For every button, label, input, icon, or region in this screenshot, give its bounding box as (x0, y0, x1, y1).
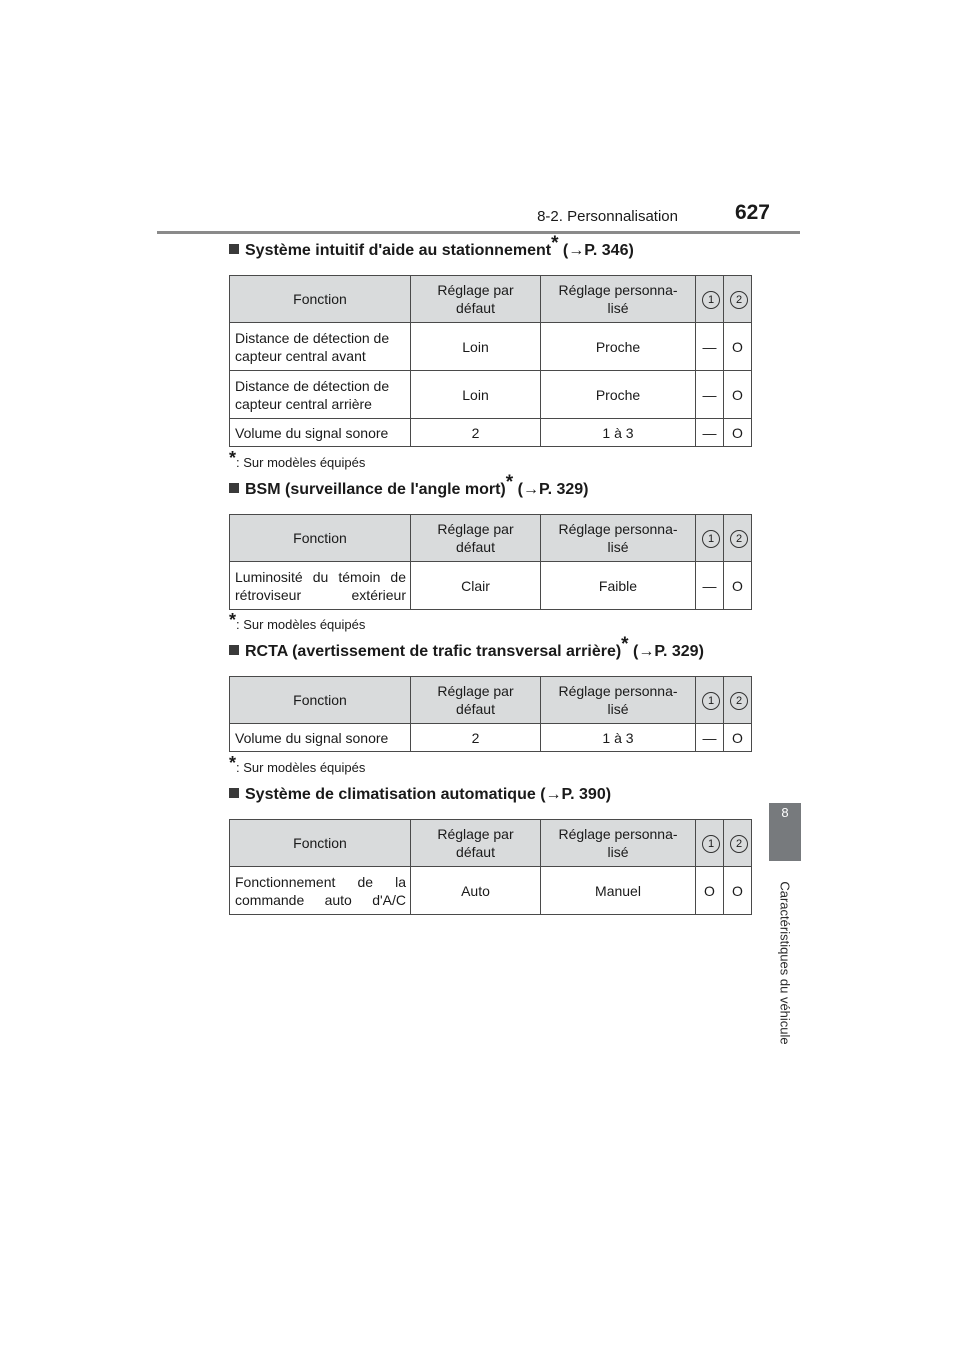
table-1 (229, 275, 752, 447)
col-1 (696, 677, 724, 724)
square-bullet-icon (229, 483, 239, 493)
cell-1: — (696, 562, 724, 610)
arrow-right-icon: → (638, 643, 655, 660)
col-perso: Réglage personna- lisé (541, 515, 696, 562)
cell-defaut: Clair (411, 562, 541, 610)
cell-fonction: Luminosité du témoin de rétroviseur extérieur (230, 562, 411, 610)
cell-1: — (696, 724, 724, 752)
page-ref: P. 346 (584, 242, 629, 259)
chapter-title: Caractéristiques du véhicule (777, 881, 793, 1045)
table-2 (229, 514, 752, 610)
col-perso: Réglage personna- lisé (541, 276, 696, 323)
square-bullet-icon (229, 244, 239, 254)
cell-defaut: 2 (411, 724, 541, 752)
table-header (230, 276, 752, 323)
cell-perso: Proche (541, 323, 696, 371)
page-ref: P. 390 (561, 786, 606, 803)
chapter-label (772, 868, 798, 1058)
col-fonction: Fonction (230, 677, 411, 724)
cell-2: O (724, 371, 752, 419)
heading-title: Système intuitif d'aide au stationnement (245, 242, 552, 259)
cell-fonction: Volume du signal sonore (230, 419, 411, 447)
square-bullet-icon (229, 645, 239, 655)
cell-perso: 1 à 3 (541, 419, 696, 447)
cell-defaut: Auto (411, 867, 541, 915)
col-2 (724, 515, 752, 562)
circled-1-icon: 1 (702, 291, 720, 309)
circled-2-icon: 2 (730, 291, 748, 309)
cell-2: O (724, 323, 752, 371)
arrow-right-icon: → (568, 242, 585, 259)
header-rule (157, 231, 800, 234)
col-2 (724, 820, 752, 867)
col-defaut: Réglage par défaut (411, 820, 541, 867)
cell-1: O (696, 867, 724, 915)
asterisk-icon: * (621, 634, 629, 655)
heading-title: Système de climatisation automatique (245, 786, 536, 803)
cell-perso: 1 à 3 (541, 724, 696, 752)
cell-2: O (724, 867, 752, 915)
table-header (230, 515, 752, 562)
section-title: 8-2. Personnalisation (537, 208, 678, 225)
table-row (230, 371, 752, 419)
cell-fonction: Distance de détection de capteur central arrière (230, 371, 411, 419)
col-defaut: Réglage par défaut (411, 677, 541, 724)
cell-1: — (696, 371, 724, 419)
section-heading-1: Système intuitif d'aide au stationnement* (→P. 346) (229, 242, 634, 260)
circled-2-icon: 2 (730, 835, 748, 853)
cell-defaut: Loin (411, 323, 541, 371)
footnote-1: *: Sur modèles équipés (229, 448, 366, 470)
section-heading-4: Système de climatisation automatique (→P. 390) (229, 786, 611, 804)
circled-2-icon: 2 (730, 692, 748, 710)
col-2 (724, 677, 752, 724)
col-fonction: Fonction (230, 515, 411, 562)
asterisk-icon: * (229, 448, 237, 468)
page-ref: P. 329 (538, 481, 584, 498)
col-defaut: Réglage par défaut (411, 515, 541, 562)
circled-1-icon: 1 (702, 835, 720, 853)
asterisk-icon: * (229, 753, 237, 773)
table-3 (229, 676, 752, 752)
asterisk-icon: * (551, 233, 559, 254)
cell-defaut: Loin (411, 371, 541, 419)
heading-title: RCTA (avertissement de trafic transversal arrière) (245, 643, 622, 660)
heading-title: BSM (surveillance de l'angle mort) (245, 481, 506, 498)
col-1 (696, 515, 724, 562)
table-row (230, 323, 752, 371)
table-row (230, 419, 752, 447)
col-defaut: Réglage par défaut (411, 276, 541, 323)
arrow-right-icon: → (545, 786, 562, 803)
col-perso: Réglage personna- lisé (541, 820, 696, 867)
table-header (230, 820, 752, 867)
col-perso: Réglage personna- lisé (541, 677, 696, 724)
arrow-right-icon: → (522, 481, 539, 498)
footnote-3: *: Sur modèles équipés (229, 753, 366, 775)
chapter-number: 8 (781, 805, 789, 820)
table-row (230, 724, 752, 752)
circled-2-icon: 2 (730, 530, 748, 548)
cell-2: O (724, 419, 752, 447)
col-2 (724, 276, 752, 323)
cell-1: — (696, 323, 724, 371)
cell-defaut: 2 (411, 419, 541, 447)
section-heading-2: BSM (surveillance de l'angle mort)* (→P. 329) (229, 481, 588, 499)
table-row (230, 562, 752, 610)
page-number: 627 (734, 201, 770, 224)
page-ref: P. 329 (654, 643, 699, 660)
col-1 (696, 820, 724, 867)
cell-fonction: Volume du signal sonore (230, 724, 411, 752)
chapter-tab (769, 803, 801, 861)
cell-2: O (724, 724, 752, 752)
cell-perso: Proche (541, 371, 696, 419)
table-row (230, 867, 752, 915)
table-header (230, 677, 752, 724)
cell-perso: Faible (541, 562, 696, 610)
table-4 (229, 819, 752, 915)
circled-1-icon: 1 (702, 692, 720, 710)
asterisk-icon: * (229, 610, 237, 630)
cell-fonction: Distance de détection de capteur central avant (230, 323, 411, 371)
section-heading-3: RCTA (avertissement de trafic transversal arrière)* (→P. 329) (229, 643, 704, 661)
cell-fonction: Fonctionnement de la commande auto d'A/C (230, 867, 411, 915)
col-1 (696, 276, 724, 323)
col-fonction: Fonction (230, 820, 411, 867)
col-fonction: Fonction (230, 276, 411, 323)
circled-1-icon: 1 (702, 530, 720, 548)
footnote-2: *: Sur modèles équipés (229, 610, 366, 632)
cell-1: — (696, 419, 724, 447)
square-bullet-icon (229, 788, 239, 798)
cell-perso: Manuel (541, 867, 696, 915)
cell-2: O (724, 562, 752, 610)
asterisk-icon: * (505, 472, 514, 493)
